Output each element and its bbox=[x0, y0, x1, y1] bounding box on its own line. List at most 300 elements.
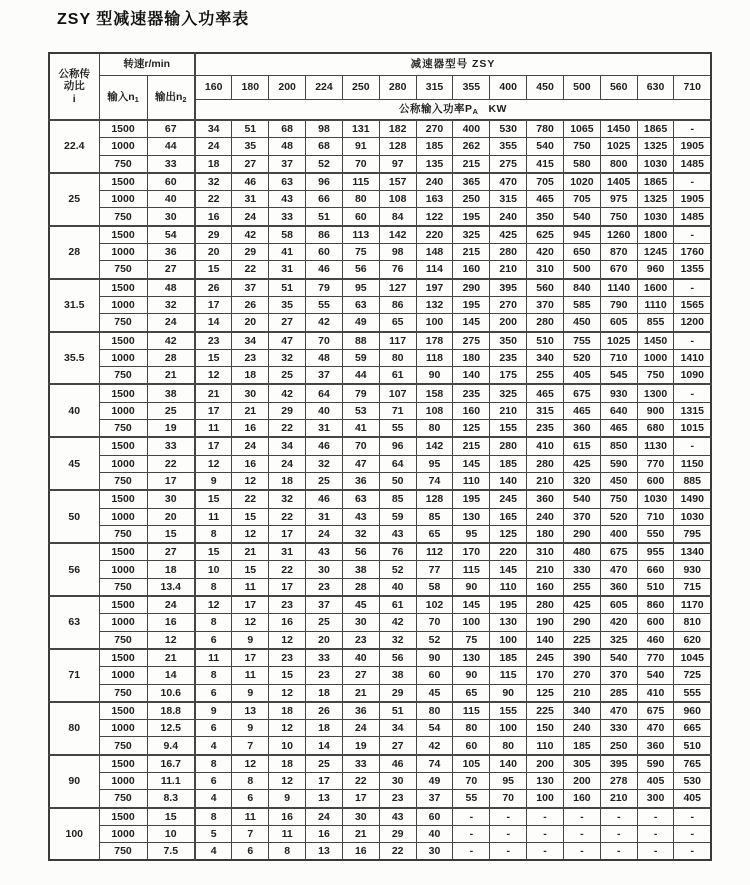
power-value-cell: 195 bbox=[453, 490, 490, 508]
power-value-cell: 245 bbox=[490, 490, 527, 508]
header-row-models bbox=[49, 76, 711, 100]
power-value-cell: 32 bbox=[306, 455, 343, 472]
power-value-cell: 49 bbox=[342, 314, 379, 332]
power-value-cell: 140 bbox=[527, 631, 564, 649]
power-value-cell: 16 bbox=[195, 208, 232, 226]
power-value-cell: 155 bbox=[490, 702, 527, 720]
power-value-cell: 37 bbox=[306, 596, 343, 614]
table-row bbox=[49, 667, 711, 684]
table-row bbox=[49, 525, 711, 543]
power-value-cell: 420 bbox=[600, 614, 637, 631]
power-value-cell: 215 bbox=[453, 437, 490, 455]
power-value-cell: 110 bbox=[490, 578, 527, 596]
power-value-cell: - bbox=[600, 843, 637, 861]
input-speed-cell: 750 bbox=[99, 367, 147, 385]
power-value-cell: - bbox=[527, 843, 564, 861]
power-value-cell: 40 bbox=[342, 649, 379, 667]
power-value-cell: 425 bbox=[563, 596, 600, 614]
power-value-cell: - bbox=[490, 808, 527, 826]
power-value-cell: 22 bbox=[379, 843, 416, 861]
power-value-cell: 620 bbox=[674, 631, 711, 649]
power-value-cell: 1485 bbox=[674, 208, 711, 226]
power-value-cell: 710 bbox=[600, 349, 637, 366]
power-value-cell: 24 bbox=[306, 808, 343, 826]
model-size-header: 630 bbox=[637, 76, 674, 100]
power-value-cell: 12 bbox=[269, 631, 306, 649]
power-value-cell: 605 bbox=[600, 314, 637, 332]
power-value-cell: 400 bbox=[600, 525, 637, 543]
table-row bbox=[49, 825, 711, 842]
power-value-cell: 32 bbox=[195, 173, 232, 191]
power-value-cell: 1030 bbox=[674, 508, 711, 525]
power-value-cell: 960 bbox=[637, 261, 674, 279]
power-value-cell: 750 bbox=[563, 138, 600, 155]
power-value-cell: 520 bbox=[563, 349, 600, 366]
power-value-cell: 240 bbox=[563, 720, 600, 737]
power-value-cell: 540 bbox=[563, 490, 600, 508]
power-value-cell: 1410 bbox=[674, 349, 711, 366]
input-speed-cell: 1500 bbox=[99, 808, 147, 826]
power-value-cell: 235 bbox=[490, 349, 527, 366]
power-value-cell: 415 bbox=[527, 155, 564, 173]
power-value-cell: 80 bbox=[342, 191, 379, 208]
power-value-cell: 1905 bbox=[674, 191, 711, 208]
power-value-cell: 1170 bbox=[674, 596, 711, 614]
output-speed-cell: 14 bbox=[147, 667, 195, 684]
power-value-cell: 280 bbox=[527, 596, 564, 614]
power-value-cell: 750 bbox=[637, 367, 674, 385]
power-value-cell: 70 bbox=[342, 155, 379, 173]
power-value-cell: 56 bbox=[342, 261, 379, 279]
power-value-cell: 185 bbox=[490, 649, 527, 667]
power-value-cell: - bbox=[637, 843, 674, 861]
power-value-cell: 70 bbox=[342, 437, 379, 455]
power-value-cell: 85 bbox=[379, 490, 416, 508]
power-value-cell: 1485 bbox=[674, 155, 711, 173]
output-speed-cell: 33 bbox=[147, 437, 195, 455]
power-value-cell: 33 bbox=[269, 208, 306, 226]
power-value-cell: 30 bbox=[416, 843, 453, 861]
power-value-cell: - bbox=[674, 825, 711, 842]
power-value-cell: 118 bbox=[416, 349, 453, 366]
power-value-cell: 1315 bbox=[674, 402, 711, 419]
power-value-cell: 500 bbox=[563, 261, 600, 279]
input-speed-cell: 1000 bbox=[99, 720, 147, 737]
output-speed-cell: 21 bbox=[147, 649, 195, 667]
power-value-cell: 470 bbox=[637, 720, 674, 737]
power-value-cell: 9 bbox=[232, 720, 269, 737]
power-value-cell: 650 bbox=[563, 244, 600, 261]
power-value-cell: 14 bbox=[306, 737, 343, 755]
power-value-cell: 5 bbox=[195, 825, 232, 842]
power-value-cell: 23 bbox=[306, 578, 343, 596]
power-value-cell: 1260 bbox=[600, 226, 637, 244]
power-value-cell: 112 bbox=[416, 543, 453, 561]
input-speed-cell: 750 bbox=[99, 314, 147, 332]
power-value-cell: 12 bbox=[269, 772, 306, 789]
power-value-cell: 675 bbox=[637, 702, 674, 720]
power-value-cell: 21 bbox=[342, 684, 379, 702]
power-value-cell: 270 bbox=[490, 296, 527, 313]
input-speed-cell: 1500 bbox=[99, 649, 147, 667]
power-value-cell: 705 bbox=[563, 191, 600, 208]
power-value-cell: 270 bbox=[563, 667, 600, 684]
output-speed-cell: 11.1 bbox=[147, 772, 195, 789]
power-value-cell: 90 bbox=[416, 649, 453, 667]
power-value-cell: - bbox=[490, 843, 527, 861]
power-value-cell: 59 bbox=[379, 508, 416, 525]
input-speed-cell: 1500 bbox=[99, 755, 147, 773]
input-speed-cell: 750 bbox=[99, 525, 147, 543]
power-value-cell: 26 bbox=[232, 296, 269, 313]
power-value-cell: 41 bbox=[269, 244, 306, 261]
power-value-cell: 750 bbox=[600, 208, 637, 226]
output-speed-cell: 16 bbox=[147, 614, 195, 631]
power-value-cell: 34 bbox=[379, 720, 416, 737]
power-value-cell: 325 bbox=[453, 226, 490, 244]
power-value-cell: 11 bbox=[195, 508, 232, 525]
power-value-cell: - bbox=[490, 825, 527, 842]
power-value-cell: 410 bbox=[527, 437, 564, 455]
power-value-cell: 395 bbox=[600, 755, 637, 773]
model-size-header: 400 bbox=[490, 76, 527, 100]
ratio-header bbox=[49, 53, 99, 120]
power-value-cell: 185 bbox=[563, 737, 600, 755]
output-speed-cell: 25 bbox=[147, 402, 195, 419]
power-value-cell: 130 bbox=[527, 772, 564, 789]
power-value-cell: 32 bbox=[269, 349, 306, 366]
power-value-cell: 75 bbox=[453, 631, 490, 649]
power-value-cell: 140 bbox=[490, 472, 527, 490]
power-value-cell: 790 bbox=[600, 296, 637, 313]
power-value-cell: 1450 bbox=[637, 332, 674, 350]
table-row bbox=[49, 437, 711, 455]
input-speed-cell: 1500 bbox=[99, 332, 147, 350]
power-value-cell: 23 bbox=[269, 649, 306, 667]
model-size-header: 160 bbox=[195, 76, 232, 100]
power-value-cell: 200 bbox=[490, 314, 527, 332]
ratio-cell: 50 bbox=[49, 490, 99, 543]
table-row bbox=[49, 720, 711, 737]
power-value-cell: 1130 bbox=[637, 437, 674, 455]
power-value-cell: 17 bbox=[232, 596, 269, 614]
power-value-cell: 80 bbox=[379, 349, 416, 366]
power-value-cell: 22 bbox=[232, 490, 269, 508]
power-value-cell: 42 bbox=[232, 226, 269, 244]
output-speed-cell: 22 bbox=[147, 455, 195, 472]
power-value-cell: 235 bbox=[453, 384, 490, 402]
power-value-cell: 20 bbox=[195, 244, 232, 261]
power-value-cell: 46 bbox=[379, 755, 416, 773]
power-value-cell: 21 bbox=[195, 384, 232, 402]
power-value-cell: 240 bbox=[490, 208, 527, 226]
power-value-cell: 280 bbox=[490, 244, 527, 261]
power-value-cell: 100 bbox=[490, 720, 527, 737]
power-value-cell: 17 bbox=[232, 649, 269, 667]
power-value-cell: 465 bbox=[600, 420, 637, 438]
power-value-cell: 360 bbox=[563, 420, 600, 438]
power-value-cell: 61 bbox=[379, 367, 416, 385]
power-value-cell: 43 bbox=[379, 525, 416, 543]
power-value-cell: 96 bbox=[379, 437, 416, 455]
power-value-cell: 40 bbox=[306, 402, 343, 419]
input-speed-cell: 750 bbox=[99, 208, 147, 226]
power-value-cell: 305 bbox=[563, 755, 600, 773]
power-value-cell: 180 bbox=[527, 525, 564, 543]
power-value-cell: 6 bbox=[232, 790, 269, 808]
power-value-cell: 42 bbox=[416, 737, 453, 755]
power-value-cell: 16 bbox=[269, 614, 306, 631]
input-speed-cell: 750 bbox=[99, 684, 147, 702]
input-speed-cell: 750 bbox=[99, 472, 147, 490]
output-speed-cell: 20 bbox=[147, 508, 195, 525]
ratio-cell: 56 bbox=[49, 543, 99, 596]
power-value-cell: 20 bbox=[232, 314, 269, 332]
input-speed-header: 输入$n_1$ bbox=[99, 76, 147, 121]
power-value-cell: 58 bbox=[416, 578, 453, 596]
power-value-cell: 410 bbox=[637, 684, 674, 702]
power-value-cell: 43 bbox=[269, 191, 306, 208]
power-value-cell: - bbox=[600, 808, 637, 826]
power-value-cell: - bbox=[600, 825, 637, 842]
power-value-cell: 140 bbox=[490, 755, 527, 773]
power-value-cell: 1110 bbox=[637, 296, 674, 313]
table-row bbox=[49, 173, 711, 191]
power-value-cell: 465 bbox=[527, 191, 564, 208]
power-value-cell: 405 bbox=[637, 772, 674, 789]
power-value-cell: 250 bbox=[453, 191, 490, 208]
table-header bbox=[49, 53, 711, 120]
power-value-cell: 1760 bbox=[674, 244, 711, 261]
power-value-cell: 27 bbox=[379, 737, 416, 755]
table-row bbox=[49, 138, 711, 155]
power-value-cell: 530 bbox=[490, 120, 527, 138]
model-size-header: 450 bbox=[527, 76, 564, 100]
power-value-cell: 1490 bbox=[674, 490, 711, 508]
power-value-cell: 23 bbox=[232, 349, 269, 366]
power-value-cell: 12 bbox=[195, 596, 232, 614]
power-value-cell: 15 bbox=[195, 261, 232, 279]
table-row bbox=[49, 226, 711, 244]
input-speed-cell: 1500 bbox=[99, 702, 147, 720]
power-value-cell: 11 bbox=[232, 578, 269, 596]
power-value-cell: 25 bbox=[306, 472, 343, 490]
power-value-cell: 65 bbox=[379, 314, 416, 332]
power-value-cell: 115 bbox=[453, 702, 490, 720]
power-value-cell: 360 bbox=[637, 737, 674, 755]
power-value-cell: 22 bbox=[195, 191, 232, 208]
power-value-cell: 195 bbox=[453, 208, 490, 226]
model-size-header: 355 bbox=[453, 76, 490, 100]
power-value-cell: 63 bbox=[269, 173, 306, 191]
power-value-cell: 240 bbox=[527, 508, 564, 525]
power-value-cell: 510 bbox=[674, 737, 711, 755]
power-value-cell: 640 bbox=[600, 402, 637, 419]
power-value-cell: 800 bbox=[600, 155, 637, 173]
power-value-cell: 65 bbox=[453, 684, 490, 702]
power-value-cell: 160 bbox=[563, 790, 600, 808]
power-value-cell: 545 bbox=[600, 367, 637, 385]
power-value-cell: 34 bbox=[232, 332, 269, 350]
power-value-cell: 23 bbox=[306, 667, 343, 684]
power-value-cell: 770 bbox=[637, 649, 674, 667]
power-value-cell: 310 bbox=[527, 261, 564, 279]
power-value-cell: 4 bbox=[195, 843, 232, 861]
power-value-cell: 132 bbox=[416, 296, 453, 313]
power-value-cell: 12 bbox=[269, 684, 306, 702]
power-value-cell: 21 bbox=[342, 825, 379, 842]
table-row bbox=[49, 332, 711, 350]
power-value-cell: - bbox=[527, 808, 564, 826]
power-value-cell: 405 bbox=[674, 790, 711, 808]
power-value-cell: 310 bbox=[527, 543, 564, 561]
power-value-cell: 46 bbox=[306, 490, 343, 508]
power-value-cell: 17 bbox=[195, 437, 232, 455]
power-value-cell: 160 bbox=[453, 261, 490, 279]
power-value-cell: 17 bbox=[195, 296, 232, 313]
input-speed-cell: 1000 bbox=[99, 244, 147, 261]
power-value-cell: 15 bbox=[232, 561, 269, 578]
output-speed-cell: 24 bbox=[147, 314, 195, 332]
table-row bbox=[49, 808, 711, 826]
power-value-cell: 350 bbox=[490, 332, 527, 350]
power-value-cell: 18 bbox=[232, 367, 269, 385]
power-value-cell: 680 bbox=[637, 420, 674, 438]
power-value-cell: 670 bbox=[600, 261, 637, 279]
model-size-header: 200 bbox=[269, 76, 306, 100]
ratio-cell: 28 bbox=[49, 226, 99, 279]
power-value-cell: 23 bbox=[342, 631, 379, 649]
output-speed-cell: 16.7 bbox=[147, 755, 195, 773]
table-row bbox=[49, 631, 711, 649]
input-speed-cell: 1000 bbox=[99, 349, 147, 366]
power-value-cell: 955 bbox=[637, 543, 674, 561]
table-row bbox=[49, 314, 711, 332]
power-value-cell: 1600 bbox=[637, 279, 674, 297]
power-value-cell: 48 bbox=[269, 138, 306, 155]
power-value-cell: 95 bbox=[490, 772, 527, 789]
power-value-cell: 20 bbox=[306, 631, 343, 649]
power-value-cell: 280 bbox=[490, 437, 527, 455]
power-value-cell: 1325 bbox=[637, 138, 674, 155]
power-value-cell: 60 bbox=[453, 737, 490, 755]
power-value-cell: 1905 bbox=[674, 138, 711, 155]
power-value-cell: 24 bbox=[232, 437, 269, 455]
input-speed-cell: 1000 bbox=[99, 296, 147, 313]
table-row bbox=[49, 543, 711, 561]
power-value-cell: 29 bbox=[232, 244, 269, 261]
table-row bbox=[49, 561, 711, 578]
table-row bbox=[49, 244, 711, 261]
power-value-cell: 51 bbox=[379, 702, 416, 720]
power-value-cell: 930 bbox=[600, 384, 637, 402]
input-speed-cell: 1500 bbox=[99, 543, 147, 561]
input-speed-cell: 1000 bbox=[99, 772, 147, 789]
power-value-cell: 11 bbox=[195, 649, 232, 667]
output-speed-cell: 21 bbox=[147, 367, 195, 385]
power-value-cell: 90 bbox=[490, 684, 527, 702]
power-value-cell: 355 bbox=[490, 138, 527, 155]
input-speed-cell: 750 bbox=[99, 737, 147, 755]
power-value-cell: 86 bbox=[379, 296, 416, 313]
power-value-cell: 32 bbox=[269, 490, 306, 508]
power-value-cell: 55 bbox=[306, 296, 343, 313]
power-value-cell: 270 bbox=[416, 120, 453, 138]
power-value-cell: 7 bbox=[232, 737, 269, 755]
power-value-cell: 163 bbox=[416, 191, 453, 208]
power-value-cell: 315 bbox=[527, 402, 564, 419]
power-value-cell: 96 bbox=[306, 173, 343, 191]
power-value-cell: 195 bbox=[453, 296, 490, 313]
power-value-cell: 22 bbox=[269, 508, 306, 525]
power-value-cell: 795 bbox=[674, 525, 711, 543]
power-value-cell: 71 bbox=[379, 402, 416, 419]
power-value-cell: 16 bbox=[306, 825, 343, 842]
power-value-cell: 1865 bbox=[637, 120, 674, 138]
power-value-cell: 13 bbox=[306, 790, 343, 808]
power-value-cell: 34 bbox=[269, 437, 306, 455]
input-speed-cell: 750 bbox=[99, 631, 147, 649]
power-value-cell: 29 bbox=[379, 825, 416, 842]
power-value-cell: 175 bbox=[490, 367, 527, 385]
power-value-cell: - bbox=[674, 384, 711, 402]
table-row bbox=[49, 296, 711, 313]
power-value-cell: 330 bbox=[600, 720, 637, 737]
power-value-cell: 470 bbox=[600, 702, 637, 720]
power-value-cell: 12 bbox=[195, 455, 232, 472]
power-value-cell: - bbox=[637, 825, 674, 842]
power-value-cell: 12 bbox=[232, 525, 269, 543]
power-value-cell: 28 bbox=[342, 578, 379, 596]
power-value-cell: 16 bbox=[269, 808, 306, 826]
power-value-cell: 52 bbox=[306, 155, 343, 173]
power-value-cell: 31 bbox=[269, 261, 306, 279]
power-value-cell: 98 bbox=[379, 244, 416, 261]
table-row bbox=[49, 490, 711, 508]
power-value-cell: 25 bbox=[306, 755, 343, 773]
power-value-cell: 275 bbox=[453, 332, 490, 350]
power-value-cell: 170 bbox=[527, 667, 564, 684]
power-value-cell: 70 bbox=[416, 614, 453, 631]
power-value-cell: 127 bbox=[379, 279, 416, 297]
power-value-cell: 1015 bbox=[674, 420, 711, 438]
model-size-header: 280 bbox=[379, 76, 416, 100]
output-speed-cell: 12.5 bbox=[147, 720, 195, 737]
power-value-cell: - bbox=[674, 279, 711, 297]
power-value-cell: 9 bbox=[269, 790, 306, 808]
power-value-cell: 43 bbox=[342, 508, 379, 525]
power-value-cell: 140 bbox=[453, 367, 490, 385]
power-value-cell: 160 bbox=[527, 578, 564, 596]
power-value-cell: - bbox=[674, 226, 711, 244]
power-value-cell: 142 bbox=[379, 226, 416, 244]
power-value-cell: 60 bbox=[306, 244, 343, 261]
power-value-cell: 300 bbox=[637, 790, 674, 808]
power-value-cell: 37 bbox=[416, 790, 453, 808]
power-value-cell: 197 bbox=[416, 279, 453, 297]
power-value-cell: 675 bbox=[563, 384, 600, 402]
power-value-cell: 1000 bbox=[637, 349, 674, 366]
power-value-cell: 75 bbox=[342, 244, 379, 261]
power-value-cell: 665 bbox=[674, 720, 711, 737]
power-value-cell: 51 bbox=[306, 208, 343, 226]
power-value-cell: 540 bbox=[527, 138, 564, 155]
power-value-cell: 32 bbox=[342, 525, 379, 543]
output-speed-cell: 17 bbox=[147, 472, 195, 490]
power-value-cell: 42 bbox=[306, 314, 343, 332]
power-value-cell: 1200 bbox=[674, 314, 711, 332]
ratio-header-line3: i bbox=[72, 92, 76, 105]
